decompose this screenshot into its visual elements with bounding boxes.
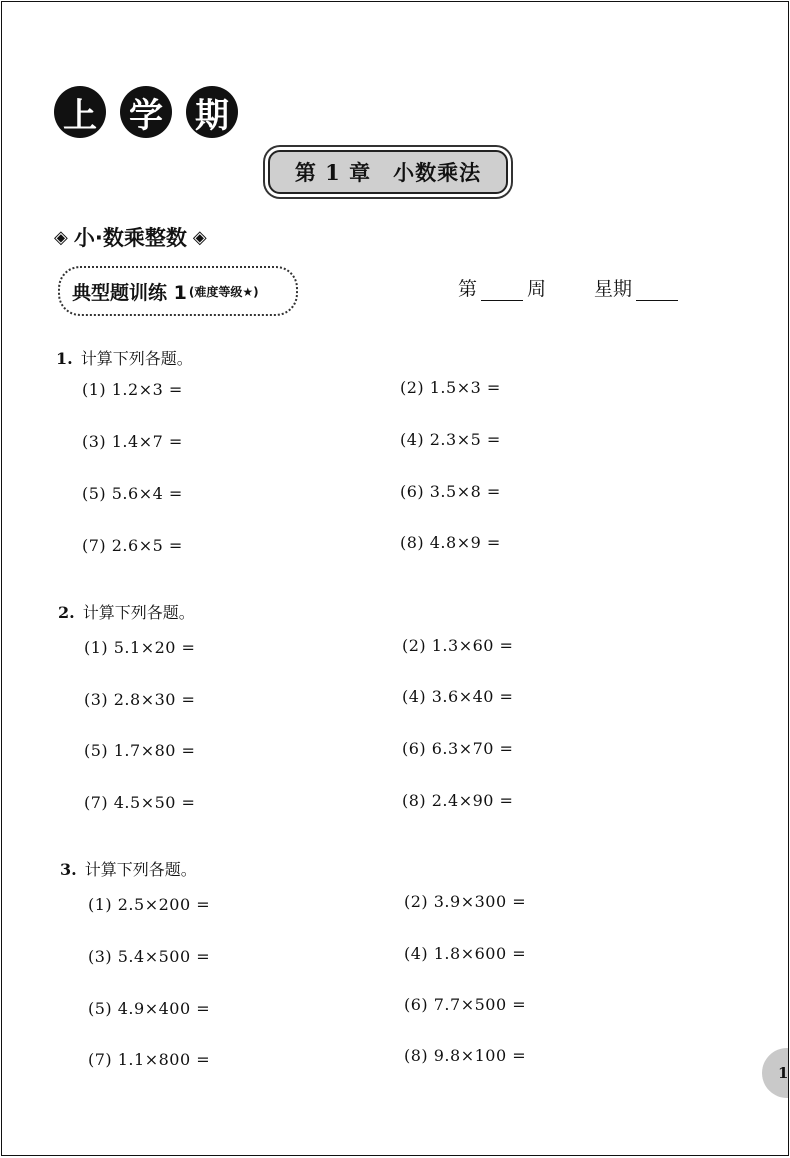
question-number: 1.	[56, 349, 73, 368]
exercise-item: (3) 2.8×30 =	[84, 690, 196, 709]
exercise-item: (1) 2.5×200 =	[88, 895, 211, 914]
question-2-title	[58, 600, 195, 623]
exercise-item: (4) 3.6×40 =	[402, 687, 514, 706]
exercise-item: (7) 4.5×50 =	[84, 793, 196, 812]
question-3-title	[60, 857, 197, 880]
exercise-item: (6) 7.7×500 =	[404, 995, 527, 1014]
exercise-item: (2) 3.9×300 =	[404, 892, 527, 911]
week-blank[interactable]	[481, 278, 523, 301]
exercise-item: (8) 4.8×9 =	[400, 533, 501, 552]
exercise-item: (6) 6.3×70 =	[402, 739, 514, 758]
weekday-label: 星期	[594, 278, 633, 300]
semester-char: 学	[120, 86, 172, 138]
exercise-item: (7) 2.6×5 =	[82, 536, 183, 555]
exercise-item: (8) 2.4×90 =	[402, 791, 514, 810]
chapter-banner: 第 1 章 小数乘法	[268, 150, 508, 194]
week-prefix: 第	[458, 278, 478, 300]
training-label	[58, 266, 298, 316]
schedule-fields	[458, 274, 678, 301]
question-number: 3.	[60, 860, 77, 879]
training-title: 典型题训练 1	[72, 281, 187, 304]
page-number: 1	[762, 1048, 789, 1098]
semester-heading	[54, 86, 238, 138]
diamond-icon: ◈	[192, 226, 207, 248]
exercise-item: (3) 5.4×500 =	[88, 947, 211, 966]
exercise-item: (5) 1.7×80 =	[84, 741, 196, 760]
question-text: 计算下列各题。	[82, 603, 195, 622]
section-title	[54, 222, 207, 252]
question-1-title	[56, 346, 193, 369]
exercise-item: (2) 1.5×3 =	[400, 378, 501, 397]
semester-char: 期	[186, 86, 238, 138]
exercise-item: (4) 2.3×5 =	[400, 430, 501, 449]
worksheet-page	[1, 1, 789, 1156]
section-title-text: 小·数乘整数	[73, 226, 187, 250]
weekday-blank[interactable]	[636, 278, 678, 301]
exercise-item: (6) 3.5×8 =	[400, 482, 501, 501]
exercise-item: (1) 1.2×3 =	[82, 380, 183, 399]
week-suffix: 周	[527, 278, 547, 300]
exercise-item: (4) 1.8×600 =	[404, 944, 527, 963]
difficulty-label: (难度等级★)	[188, 284, 259, 299]
exercise-item: (2) 1.3×60 =	[402, 636, 514, 655]
exercise-item: (3) 1.4×7 =	[82, 432, 183, 451]
question-number: 2.	[58, 603, 75, 622]
question-text: 计算下列各题。	[80, 349, 193, 368]
diamond-icon: ◈	[54, 226, 68, 248]
exercise-item: (5) 4.9×400 =	[88, 999, 211, 1018]
exercise-item: (5) 5.6×4 =	[82, 484, 183, 503]
question-text: 计算下列各题。	[84, 860, 197, 879]
exercise-item: (1) 5.1×20 =	[84, 638, 196, 657]
semester-char: 上	[54, 86, 106, 138]
exercise-item: (8) 9.8×100 =	[404, 1046, 527, 1065]
exercise-item: (7) 1.1×800 =	[88, 1050, 211, 1069]
